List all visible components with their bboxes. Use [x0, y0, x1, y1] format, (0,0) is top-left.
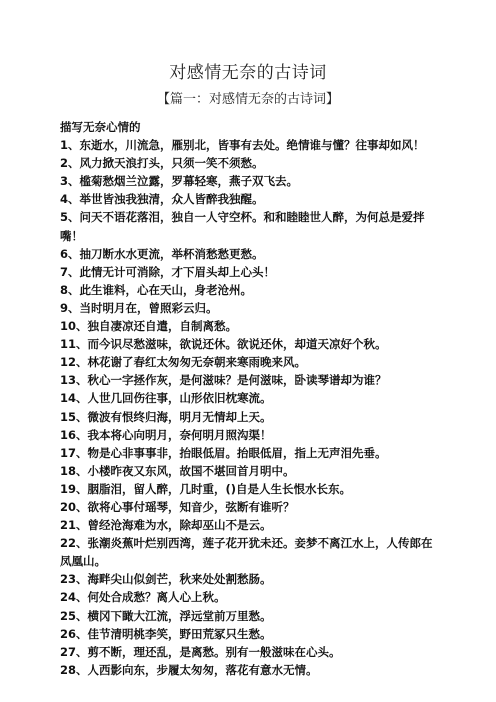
- poem-line: 10、独自凄凉还自遣，自制离愁。: [60, 319, 238, 334]
- poem-line: 5、问天不语花落泪，独自一人守空杯。和和睦睦世人醉，为何总是爱拌嘴！: [60, 210, 425, 243]
- poem-line: 18、小楼昨夜又东风，故国不堪回首月明中。: [60, 463, 295, 478]
- poem-line: 12、林花谢了春红太匆匆无奈朝来寒雨晚来风。: [60, 355, 307, 370]
- poem-line: 11、而今识尽愁滋味，欲说还休。欲说还休，却道天凉好个秋。: [60, 337, 387, 352]
- poem-line: 21、曾经沧海难为水，除却巫山不是云。: [60, 518, 272, 533]
- poem-line: 27、剪不断，理还乱，是离愁。别有一般滋味在心头。: [60, 644, 341, 659]
- document-title: 对感情无奈的古诗词: [169, 63, 327, 83]
- poem-list: [60, 118, 440, 679]
- poem-line: 2、风力掀天浪打头，只须一笑不须愁。: [60, 156, 264, 171]
- poem-line: 3、槛菊愁烟兰泣露，罗幕轻寒，燕子双飞去。: [60, 174, 298, 189]
- poem-line: 24、何处合成愁？离人心上秋。: [60, 590, 226, 605]
- poem-line: 26、佳节清明桃李笑，野田荒冢只生愁。: [60, 626, 272, 641]
- poem-line: 13、秋心一字拯作灰，是何滋味？是何滋味，卧读琴谱却为谁？: [60, 373, 387, 388]
- poem-line: 14、人世几回伤往事，山形依旧枕寒流。: [60, 391, 272, 406]
- poem-line: 23、海畔尖山似剑芒，秋来处处割愁肠。: [60, 572, 272, 587]
- poem-line: 8、此生谁料，心在天山，身老沧州。: [60, 282, 252, 297]
- document-subtitle: 【篇一：对感情无奈的古诗词】: [156, 92, 339, 107]
- section-heading: 描写无奈心情的: [60, 120, 141, 134]
- poem-line: 15、微波有恨终归海，明月无情却上天。: [60, 409, 272, 424]
- poem-line: 28、人西影向东，步履太匆匆，落花有意水无情。: [60, 662, 318, 677]
- poem-line: 1、东逝水，川流急，雁别北，皆事有去处。绝情谁与懂？往事却如风！: [60, 138, 425, 153]
- poem-line: 17、物是心非事事非，抬眼低眉。抬眼低眉，指上无声泪先垂。: [60, 445, 387, 460]
- poem-line: 4、举世皆浊我独清，众人皆醉我独醒。: [60, 192, 264, 207]
- poem-line: 7、此情无计可消除，才下眉头却上心头！: [60, 264, 275, 279]
- poem-line: 25、横冈下瞰大江流，浮远堂前万里愁。: [60, 608, 272, 623]
- poem-line: 20、欲将心事付瑶琴，知音少，弦断有谁听？: [60, 499, 295, 514]
- poem-line: 16、我本将心向明月，奈何明月照沟渠！: [60, 427, 272, 442]
- poem-line: 6、抽刀断水水更流，举杯消愁愁更愁。: [60, 246, 264, 261]
- poem-line: 9、当时明月在，曾照彩云归。: [60, 300, 218, 315]
- poem-line: 22、张潮炎蕉叶烂别西湾，莲子花开犹未还。妾梦不离江水上，人传郎在凤凰山。: [60, 536, 433, 569]
- poem-line: 19、胭脂泪，留人醉，几时重，()自是人生长恨水长东。: [60, 481, 352, 496]
